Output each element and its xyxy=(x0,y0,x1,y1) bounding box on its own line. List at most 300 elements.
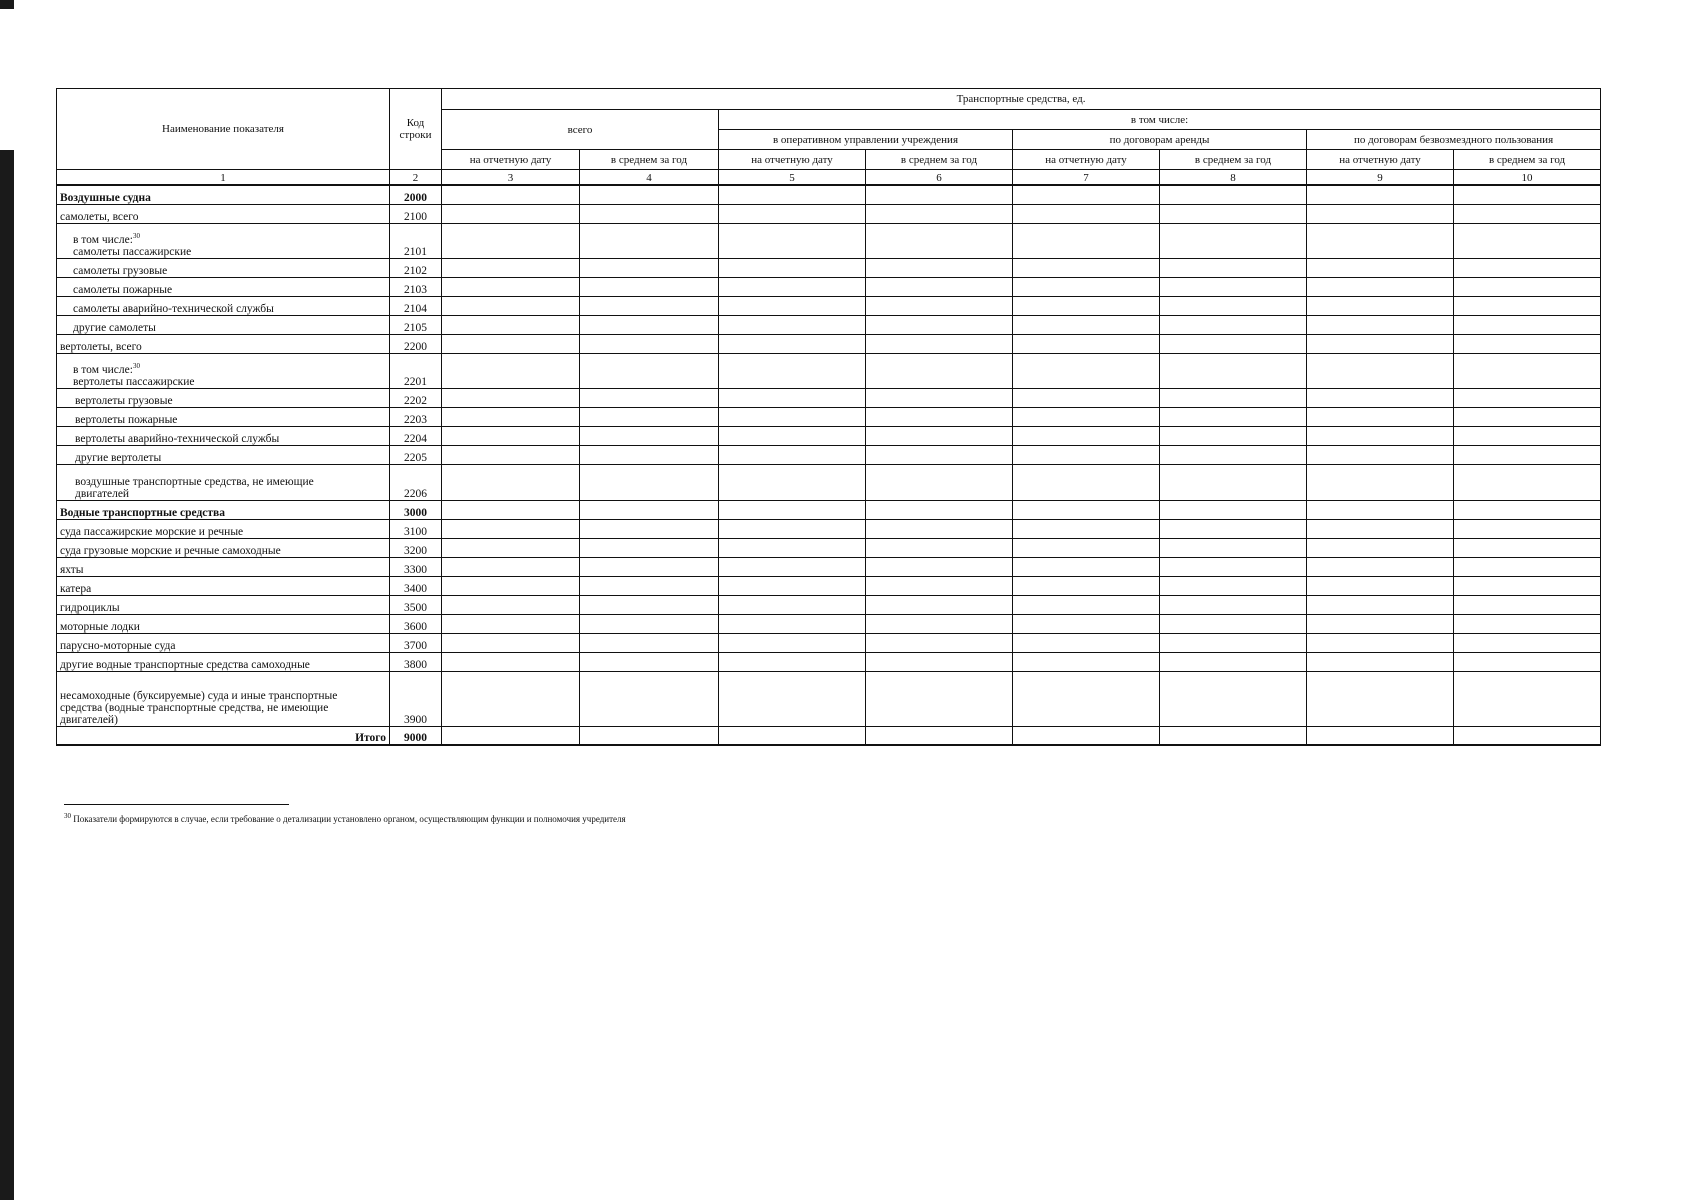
row-name: суда грузовые морские и речные самоходные xyxy=(57,538,390,557)
row-name: вертолеты пожарные xyxy=(57,407,390,426)
row-name xyxy=(57,671,390,726)
data-cell[interactable] xyxy=(1307,500,1454,519)
data-cell[interactable] xyxy=(1013,407,1160,426)
header-c5: на отчетную дату xyxy=(719,150,866,170)
data-cell[interactable] xyxy=(1160,334,1307,353)
table-row xyxy=(57,204,1601,223)
data-cell[interactable] xyxy=(580,296,719,315)
data-cell[interactable] xyxy=(719,258,866,277)
data-cell[interactable] xyxy=(580,185,719,204)
data-cell[interactable] xyxy=(866,334,1013,353)
data-cell[interactable] xyxy=(719,426,866,445)
data-cell[interactable] xyxy=(866,500,1013,519)
data-cell[interactable] xyxy=(580,633,719,652)
row-code: 2203 xyxy=(390,407,442,426)
scan-edge xyxy=(0,150,14,1200)
row-name: вертолеты грузовые xyxy=(57,388,390,407)
data-cell[interactable] xyxy=(1454,445,1601,464)
table-row xyxy=(57,258,1601,277)
col-number: 8 xyxy=(1160,170,1307,186)
data-cell[interactable] xyxy=(1013,671,1160,726)
row-including: в том числе: xyxy=(73,363,133,376)
data-cell[interactable] xyxy=(1454,614,1601,633)
data-cell[interactable] xyxy=(1160,407,1307,426)
row-code: 2101 xyxy=(390,223,442,258)
data-cell[interactable] xyxy=(1013,614,1160,633)
data-cell[interactable] xyxy=(1307,223,1454,258)
row-code: 2000 xyxy=(390,185,442,204)
data-cell[interactable] xyxy=(1160,519,1307,538)
data-cell[interactable] xyxy=(1454,426,1601,445)
data-cell[interactable] xyxy=(1307,538,1454,557)
row-code: 3200 xyxy=(390,538,442,557)
data-cell[interactable] xyxy=(442,652,580,671)
data-cell[interactable] xyxy=(1454,223,1601,258)
data-cell[interactable] xyxy=(1160,185,1307,204)
data-cell[interactable] xyxy=(1454,277,1601,296)
data-cell[interactable] xyxy=(1307,334,1454,353)
data-cell[interactable] xyxy=(866,538,1013,557)
data-cell[interactable] xyxy=(1307,519,1454,538)
data-cell[interactable] xyxy=(580,519,719,538)
data-cell[interactable] xyxy=(1013,334,1160,353)
header-c4: в среднем за год xyxy=(580,150,719,170)
row-name-line1: воздушные транспортные средства, не имеющие xyxy=(75,475,314,488)
data-cell[interactable] xyxy=(1160,426,1307,445)
data-cell[interactable] xyxy=(580,388,719,407)
header-code-line2: строки xyxy=(399,129,432,141)
table-row xyxy=(57,407,1601,426)
col-number: 6 xyxy=(866,170,1013,186)
data-cell[interactable] xyxy=(1013,538,1160,557)
header-c7: на отчетную дату xyxy=(1013,150,1160,170)
row-name: Водные транспортные средства xyxy=(57,500,390,519)
data-cell[interactable] xyxy=(442,407,580,426)
data-cell[interactable] xyxy=(1160,223,1307,258)
data-cell[interactable] xyxy=(580,671,719,726)
data-cell[interactable] xyxy=(1307,464,1454,500)
data-cell[interactable] xyxy=(1454,204,1601,223)
data-cell[interactable] xyxy=(1160,726,1307,745)
scan-edge-mark xyxy=(0,0,14,9)
data-cell[interactable] xyxy=(866,426,1013,445)
row-code: 3700 xyxy=(390,633,442,652)
header-lease: по договорам аренды xyxy=(1013,130,1307,150)
data-cell[interactable] xyxy=(1160,633,1307,652)
data-cell[interactable] xyxy=(866,633,1013,652)
data-cell[interactable] xyxy=(580,426,719,445)
row-name: парусно-моторные суда xyxy=(57,633,390,652)
row-name-line2: средства (водные транспортные средства, не имеющие xyxy=(60,701,329,714)
data-cell[interactable] xyxy=(866,315,1013,334)
row-name: другие водные транспортные средства самоходные xyxy=(57,652,390,671)
data-cell[interactable] xyxy=(1454,388,1601,407)
header-operational: в оперативном управлении учреждения xyxy=(719,130,1013,150)
data-cell[interactable] xyxy=(719,519,866,538)
data-cell[interactable] xyxy=(442,334,580,353)
col-number: 1 xyxy=(57,170,390,186)
data-cell[interactable] xyxy=(1160,388,1307,407)
data-cell[interactable] xyxy=(1454,595,1601,614)
data-cell[interactable] xyxy=(1454,296,1601,315)
data-cell[interactable] xyxy=(719,204,866,223)
data-cell[interactable] xyxy=(1160,671,1307,726)
data-cell[interactable] xyxy=(1013,576,1160,595)
row-including: в том числе: xyxy=(73,233,133,246)
data-cell[interactable] xyxy=(580,315,719,334)
data-cell[interactable] xyxy=(1307,407,1454,426)
data-cell[interactable] xyxy=(719,277,866,296)
data-cell[interactable] xyxy=(442,576,580,595)
data-cell[interactable] xyxy=(1307,353,1454,388)
data-cell[interactable] xyxy=(442,353,580,388)
data-cell[interactable] xyxy=(1454,652,1601,671)
data-cell[interactable] xyxy=(866,557,1013,576)
data-cell[interactable] xyxy=(580,538,719,557)
data-cell[interactable] xyxy=(1013,500,1160,519)
data-cell[interactable] xyxy=(866,277,1013,296)
row-code: 3400 xyxy=(390,576,442,595)
data-cell[interactable] xyxy=(442,557,580,576)
data-cell[interactable] xyxy=(866,296,1013,315)
row-name: суда пассажирские морские и речные xyxy=(57,519,390,538)
transport-report-table xyxy=(56,88,1601,746)
row-code: 2103 xyxy=(390,277,442,296)
data-cell[interactable] xyxy=(1160,445,1307,464)
data-cell[interactable] xyxy=(580,223,719,258)
col-number: 5 xyxy=(719,170,866,186)
data-cell[interactable] xyxy=(580,353,719,388)
data-cell[interactable] xyxy=(1013,315,1160,334)
data-cell[interactable] xyxy=(1013,277,1160,296)
row-name-text: вертолеты пассажирские xyxy=(73,375,195,388)
row-name: самолеты, всего xyxy=(57,204,390,223)
data-cell[interactable] xyxy=(1013,185,1160,204)
data-cell[interactable] xyxy=(1160,464,1307,500)
row-name xyxy=(57,223,390,258)
data-cell[interactable] xyxy=(719,334,866,353)
data-cell[interactable] xyxy=(719,671,866,726)
data-cell[interactable] xyxy=(1307,595,1454,614)
data-cell[interactable] xyxy=(719,185,866,204)
data-cell[interactable] xyxy=(442,464,580,500)
header-code-line1: Код xyxy=(406,117,425,129)
col-number: 10 xyxy=(1454,170,1601,186)
data-cell[interactable] xyxy=(719,633,866,652)
data-cell[interactable] xyxy=(1160,614,1307,633)
data-cell[interactable] xyxy=(719,538,866,557)
data-cell[interactable] xyxy=(866,519,1013,538)
data-cell[interactable] xyxy=(719,407,866,426)
row-code: 2105 xyxy=(390,315,442,334)
table-row xyxy=(57,671,1601,726)
data-cell[interactable] xyxy=(866,614,1013,633)
data-cell[interactable] xyxy=(1454,353,1601,388)
data-cell[interactable] xyxy=(719,500,866,519)
data-cell[interactable] xyxy=(1013,223,1160,258)
footnote-mark: 30 xyxy=(132,231,140,240)
header-code-col xyxy=(390,89,442,170)
table-row xyxy=(57,315,1601,334)
table-row xyxy=(57,445,1601,464)
data-cell[interactable] xyxy=(1013,426,1160,445)
data-cell[interactable] xyxy=(719,614,866,633)
table-row xyxy=(57,296,1601,315)
data-cell[interactable] xyxy=(719,726,866,745)
data-cell[interactable] xyxy=(866,595,1013,614)
data-cell[interactable] xyxy=(1307,726,1454,745)
data-cell[interactable] xyxy=(866,576,1013,595)
row-name: другие вертолеты xyxy=(57,445,390,464)
data-cell[interactable] xyxy=(442,258,580,277)
row-name: самолеты пожарные xyxy=(57,277,390,296)
data-cell[interactable] xyxy=(1454,557,1601,576)
table-row xyxy=(57,185,1601,204)
table-row-total xyxy=(57,726,1601,745)
data-cell[interactable] xyxy=(1013,519,1160,538)
row-code: 3300 xyxy=(390,557,442,576)
row-code: 3900 xyxy=(390,671,442,726)
data-cell[interactable] xyxy=(1160,258,1307,277)
data-cell[interactable] xyxy=(1160,557,1307,576)
row-code: 2206 xyxy=(390,464,442,500)
row-name: моторные лодки xyxy=(57,614,390,633)
data-cell[interactable] xyxy=(1307,426,1454,445)
header-total: всего xyxy=(442,110,719,150)
header-c6: в среднем за год xyxy=(866,150,1013,170)
data-cell[interactable] xyxy=(442,426,580,445)
col-number: 9 xyxy=(1307,170,1454,186)
data-cell[interactable] xyxy=(1160,652,1307,671)
data-cell[interactable] xyxy=(866,258,1013,277)
data-cell[interactable] xyxy=(580,445,719,464)
data-cell[interactable] xyxy=(866,185,1013,204)
data-cell[interactable] xyxy=(866,726,1013,745)
data-cell[interactable] xyxy=(1013,296,1160,315)
row-code: 2102 xyxy=(390,258,442,277)
data-cell[interactable] xyxy=(866,445,1013,464)
data-cell[interactable] xyxy=(719,388,866,407)
data-cell[interactable] xyxy=(1307,296,1454,315)
data-cell[interactable] xyxy=(442,185,580,204)
row-code: 3100 xyxy=(390,519,442,538)
data-cell[interactable] xyxy=(1307,445,1454,464)
data-cell[interactable] xyxy=(1454,258,1601,277)
data-cell[interactable] xyxy=(1307,633,1454,652)
data-cell[interactable] xyxy=(1307,204,1454,223)
footnote-separator xyxy=(64,804,289,805)
data-cell[interactable] xyxy=(1307,185,1454,204)
data-cell[interactable] xyxy=(1013,445,1160,464)
data-cell[interactable] xyxy=(866,652,1013,671)
data-cell[interactable] xyxy=(580,407,719,426)
data-cell[interactable] xyxy=(1454,185,1601,204)
data-cell[interactable] xyxy=(442,500,580,519)
data-cell[interactable] xyxy=(1307,671,1454,726)
row-name: самолеты аварийно-технической службы xyxy=(57,296,390,315)
data-cell[interactable] xyxy=(1160,296,1307,315)
data-cell[interactable] xyxy=(442,296,580,315)
table-row xyxy=(57,223,1601,258)
data-cell[interactable] xyxy=(580,464,719,500)
data-cell[interactable] xyxy=(1454,538,1601,557)
data-cell[interactable] xyxy=(719,315,866,334)
row-name: гидроциклы xyxy=(57,595,390,614)
data-cell[interactable] xyxy=(442,388,580,407)
row-name xyxy=(57,464,390,500)
data-cell[interactable] xyxy=(1307,258,1454,277)
data-cell[interactable] xyxy=(442,726,580,745)
data-cell[interactable] xyxy=(1013,204,1160,223)
table-row xyxy=(57,500,1601,519)
data-cell[interactable] xyxy=(1013,595,1160,614)
data-cell[interactable] xyxy=(866,671,1013,726)
data-cell[interactable] xyxy=(442,671,580,726)
row-code: 2104 xyxy=(390,296,442,315)
data-cell[interactable] xyxy=(719,464,866,500)
data-cell[interactable] xyxy=(1160,576,1307,595)
data-cell[interactable] xyxy=(1307,576,1454,595)
row-name xyxy=(57,353,390,388)
header-transport-group: Транспортные средства, ед. xyxy=(442,89,1601,110)
data-cell[interactable] xyxy=(866,353,1013,388)
data-cell[interactable] xyxy=(580,334,719,353)
data-cell[interactable] xyxy=(580,576,719,595)
table-row xyxy=(57,426,1601,445)
data-cell[interactable] xyxy=(1307,652,1454,671)
data-cell[interactable] xyxy=(1013,633,1160,652)
row-name-total: Итого xyxy=(57,726,390,745)
footnote-mark: 30 xyxy=(132,361,140,370)
data-cell[interactable] xyxy=(1160,277,1307,296)
data-cell[interactable] xyxy=(442,204,580,223)
data-cell[interactable] xyxy=(1307,614,1454,633)
header-c3: на отчетную дату xyxy=(442,150,580,170)
data-cell[interactable] xyxy=(580,557,719,576)
data-cell[interactable] xyxy=(866,223,1013,258)
data-cell[interactable] xyxy=(1454,576,1601,595)
data-cell[interactable] xyxy=(719,557,866,576)
table-row xyxy=(57,519,1601,538)
table-row xyxy=(57,334,1601,353)
data-cell[interactable] xyxy=(1160,538,1307,557)
data-cell[interactable] xyxy=(1454,726,1601,745)
data-cell[interactable] xyxy=(1454,315,1601,334)
data-cell[interactable] xyxy=(580,595,719,614)
data-cell[interactable] xyxy=(442,519,580,538)
data-cell[interactable] xyxy=(866,204,1013,223)
row-name: Воздушные судна xyxy=(57,185,390,204)
data-cell[interactable] xyxy=(580,500,719,519)
row-name: самолеты грузовые xyxy=(57,258,390,277)
data-cell[interactable] xyxy=(1013,353,1160,388)
data-cell[interactable] xyxy=(1454,334,1601,353)
data-cell[interactable] xyxy=(580,726,719,745)
table-row xyxy=(57,277,1601,296)
data-cell[interactable] xyxy=(719,223,866,258)
data-cell[interactable] xyxy=(719,652,866,671)
data-cell[interactable] xyxy=(580,277,719,296)
data-cell[interactable] xyxy=(1454,407,1601,426)
data-cell[interactable] xyxy=(1160,315,1307,334)
data-cell[interactable] xyxy=(719,576,866,595)
data-cell[interactable] xyxy=(1013,652,1160,671)
data-cell[interactable] xyxy=(866,388,1013,407)
footnote xyxy=(64,812,626,824)
data-cell[interactable] xyxy=(1307,388,1454,407)
data-cell[interactable] xyxy=(719,296,866,315)
row-code: 2200 xyxy=(390,334,442,353)
table-row xyxy=(57,464,1601,500)
data-cell[interactable] xyxy=(442,614,580,633)
data-cell[interactable] xyxy=(1307,315,1454,334)
data-cell[interactable] xyxy=(1307,557,1454,576)
data-cell[interactable] xyxy=(1160,353,1307,388)
header-c9: на отчетную дату xyxy=(1307,150,1454,170)
data-cell[interactable] xyxy=(1013,464,1160,500)
data-cell[interactable] xyxy=(580,204,719,223)
data-cell[interactable] xyxy=(866,407,1013,426)
data-cell[interactable] xyxy=(580,614,719,633)
data-cell[interactable] xyxy=(1307,277,1454,296)
data-cell[interactable] xyxy=(1454,671,1601,726)
data-cell[interactable] xyxy=(1160,595,1307,614)
row-name: вертолеты, всего xyxy=(57,334,390,353)
row-name: вертолеты аварийно-технической службы xyxy=(57,426,390,445)
row-code: 2204 xyxy=(390,426,442,445)
data-cell[interactable] xyxy=(442,595,580,614)
data-cell[interactable] xyxy=(719,595,866,614)
data-cell[interactable] xyxy=(1013,388,1160,407)
data-cell[interactable] xyxy=(1160,204,1307,223)
row-code: 2205 xyxy=(390,445,442,464)
header-c8: в среднем за год xyxy=(1160,150,1307,170)
data-cell[interactable] xyxy=(1454,519,1601,538)
data-cell[interactable] xyxy=(866,464,1013,500)
data-cell[interactable] xyxy=(442,223,580,258)
data-cell[interactable] xyxy=(1454,464,1601,500)
row-name: катера xyxy=(57,576,390,595)
row-code: 3000 xyxy=(390,500,442,519)
table-row xyxy=(57,652,1601,671)
data-cell[interactable] xyxy=(719,445,866,464)
data-cell[interactable] xyxy=(1454,500,1601,519)
data-cell[interactable] xyxy=(442,315,580,334)
table-row xyxy=(57,614,1601,633)
data-cell[interactable] xyxy=(442,633,580,652)
data-cell[interactable] xyxy=(1013,557,1160,576)
data-cell[interactable] xyxy=(1454,633,1601,652)
header-c10: в среднем за год xyxy=(1454,150,1601,170)
col-number: 7 xyxy=(1013,170,1160,186)
data-cell[interactable] xyxy=(580,652,719,671)
row-code: 2201 xyxy=(390,353,442,388)
data-cell[interactable] xyxy=(442,538,580,557)
data-cell[interactable] xyxy=(442,277,580,296)
row-code: 9000 xyxy=(390,726,442,745)
col-number: 3 xyxy=(442,170,580,186)
data-cell[interactable] xyxy=(580,258,719,277)
data-cell[interactable] xyxy=(1160,500,1307,519)
row-code: 3600 xyxy=(390,614,442,633)
row-code: 2100 xyxy=(390,204,442,223)
row-name-line1: несамоходные (буксируемые) суда и иные транспортные xyxy=(60,689,338,702)
data-cell[interactable] xyxy=(442,445,580,464)
data-cell[interactable] xyxy=(719,353,866,388)
data-cell[interactable] xyxy=(1013,258,1160,277)
data-cell[interactable] xyxy=(1013,726,1160,745)
row-name-line3: двигателей) xyxy=(60,713,118,726)
